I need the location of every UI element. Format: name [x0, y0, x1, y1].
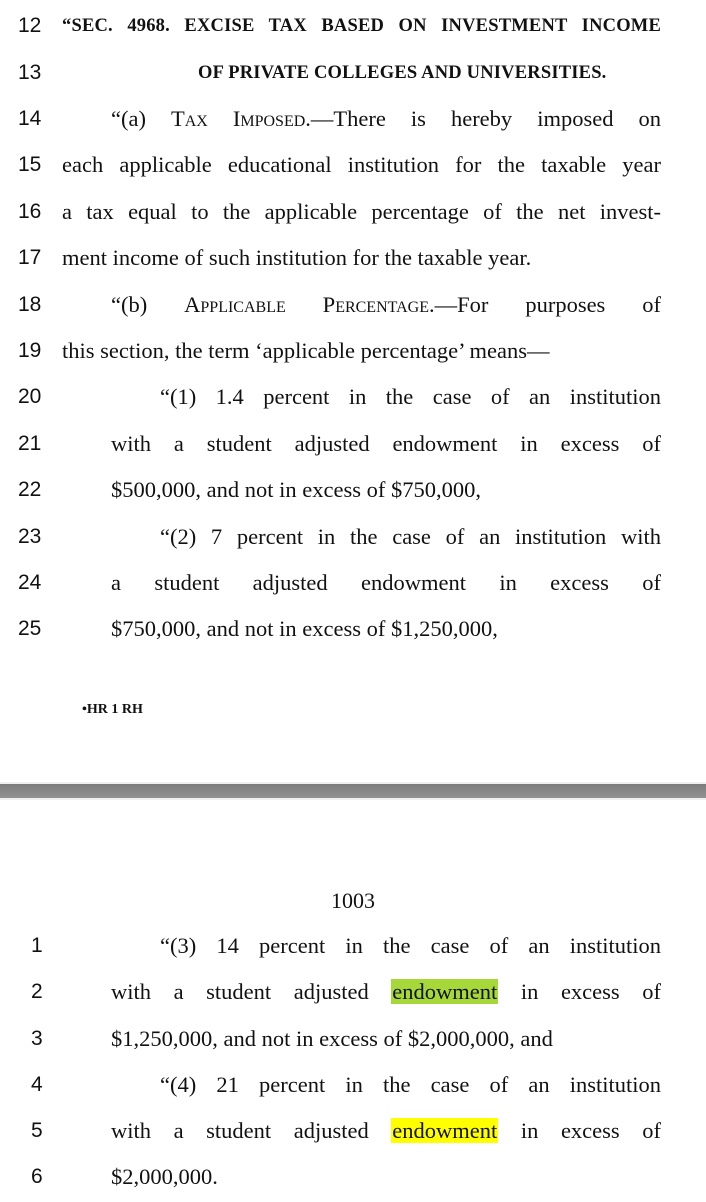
subsection-prefix: “(b)	[111, 292, 185, 317]
doc-line	[0, 1024, 706, 1054]
line-number: 21	[18, 432, 42, 455]
section-heading: “SEC. 4968. EXCISE TAX BASED ON INVESTMENT INCOME	[62, 16, 661, 36]
line-number: 25	[18, 617, 42, 640]
doc-line	[0, 150, 706, 180]
line-text	[111, 977, 661, 1007]
doc-line	[0, 104, 706, 134]
paragraph-2-text: “(2) 7 percent in the case of an institution with	[160, 524, 661, 549]
line-text: each applicable educational institution for the taxable year	[62, 152, 661, 177]
doc-line	[0, 11, 706, 41]
line-text: $1,250,000, and not in excess of $2,000,000, and	[111, 1026, 553, 1051]
doc-line	[0, 1070, 706, 1100]
doc-line	[0, 475, 706, 505]
subsection-title: Applicable Percentage.	[184, 292, 435, 317]
line-number: 5	[31, 1119, 43, 1142]
doc-line	[0, 977, 706, 1007]
text-before-match: with a student adjusted	[111, 1118, 392, 1143]
line-number: 20	[18, 385, 42, 408]
text-after-match: in excess of	[498, 979, 661, 1004]
doc-line	[0, 429, 706, 459]
line-text: $2,000,000.	[111, 1164, 218, 1189]
line-text: $500,000, and not in excess of $750,000,	[111, 477, 481, 502]
doc-line	[0, 1116, 706, 1146]
subsection-b-text	[111, 290, 661, 320]
subsection-prefix: “(a)	[111, 106, 171, 131]
doc-line	[0, 1162, 706, 1192]
subsection-body: —There is hereby imposed on	[310, 106, 661, 131]
line-text	[111, 1116, 661, 1146]
line-number: 2	[31, 980, 43, 1003]
line-text: $750,000, and not in excess of $1,250,000,	[111, 616, 498, 641]
paragraph-3-text: “(3) 14 percent in the case of an institution	[160, 933, 661, 958]
doc-line	[0, 568, 706, 598]
subsection-title: Tax Imposed.	[171, 106, 311, 131]
doc-line	[0, 614, 706, 644]
search-highlight-active[interactable]: endowment	[392, 979, 498, 1004]
doc-line	[0, 931, 706, 961]
subsection-a-text	[111, 104, 661, 134]
page-separator-band	[0, 784, 706, 798]
line-number: 6	[31, 1165, 43, 1188]
line-number: 12	[18, 14, 42, 37]
text-after-match: in excess of	[498, 1118, 661, 1143]
line-text: a student adjusted endowment in excess of	[111, 570, 661, 595]
subsection-body: —For purposes of	[434, 292, 661, 317]
line-number: 3	[31, 1027, 43, 1050]
document-page-bottom	[0, 800, 706, 1202]
line-number: 15	[18, 153, 42, 176]
line-number: 23	[18, 525, 42, 548]
line-text: with a student adjusted endowment in excess of	[111, 431, 661, 456]
page-number: 1003	[331, 888, 375, 913]
paragraph-1-text: “(1) 1.4 percent in the case of an institution	[160, 384, 661, 409]
doc-line	[0, 197, 706, 227]
line-text: a tax equal to the applicable percentage of the net invest-	[62, 199, 661, 224]
line-text: this section, the term ‘applicable percentage’ means—	[62, 338, 550, 363]
page-separator	[0, 782, 706, 800]
line-number: 16	[18, 200, 42, 223]
line-number: 13	[18, 61, 42, 84]
line-number: 1	[31, 934, 43, 957]
bill-identifier: •HR 1 RH	[82, 702, 143, 717]
line-number: 18	[18, 293, 42, 316]
doc-line	[0, 243, 706, 273]
line-number: 22	[18, 478, 42, 501]
line-number: 17	[18, 246, 42, 269]
line-number: 19	[18, 339, 42, 362]
doc-line	[0, 336, 706, 366]
doc-line	[0, 522, 706, 552]
doc-line	[0, 58, 706, 88]
line-number: 4	[31, 1073, 43, 1096]
doc-line	[0, 290, 706, 320]
paragraph-4-text: “(4) 21 percent in the case of an institution	[160, 1072, 661, 1097]
text-before-match: with a student adjusted	[111, 979, 392, 1004]
line-text: ment income of such institution for the taxable year.	[62, 245, 532, 270]
line-number: 14	[18, 107, 42, 130]
doc-line	[0, 382, 706, 412]
section-heading-cont: OF PRIVATE COLLEGES AND UNIVERSITIES.	[198, 63, 607, 83]
search-highlight-match[interactable]: endowment	[392, 1118, 498, 1143]
line-number: 24	[18, 571, 42, 594]
